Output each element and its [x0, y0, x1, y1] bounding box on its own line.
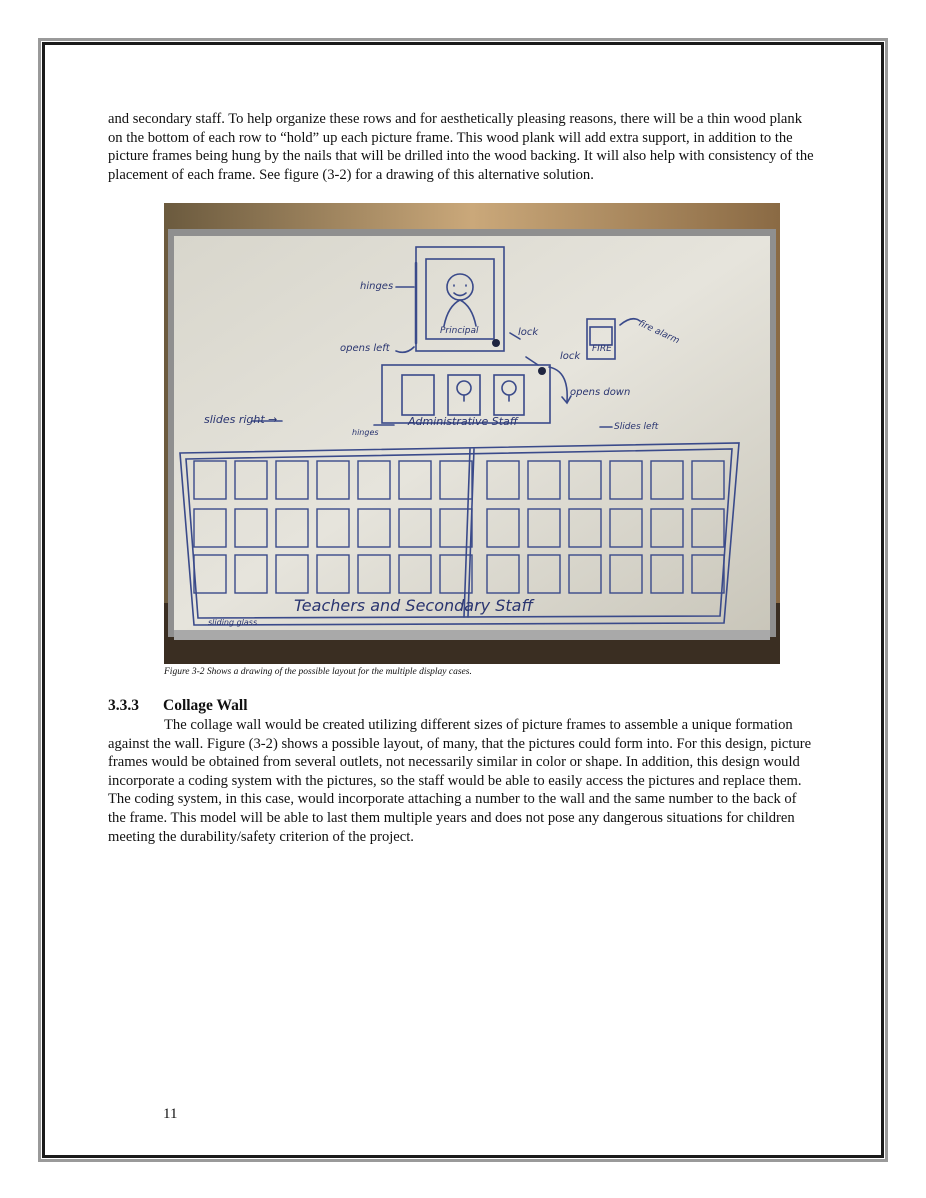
figure-caption: Figure 3-2 Shows a drawing of the possible layout for the multiple display cases. [164, 667, 472, 677]
label-lock-mid: lock [560, 351, 581, 362]
label-fire-alarm: fire alarm [636, 318, 681, 347]
label-opens-down: opens down [570, 387, 631, 398]
label-lock-top: lock [518, 327, 539, 338]
label-opens-left: opens left [340, 343, 390, 354]
section-number: 3.3.3 [108, 697, 139, 714]
label-hinges-top: hinges [360, 281, 394, 292]
body-paragraph-bottom: The collage wall would be created utilizing different sizes of picture frames to assemble a unique formation against the wall. Figure (3-2) shows a possible layout, of many, that the pictures could form into. For this design, picture frames would be obtained from several outlets, not necessarily similar in color or shape. In addition, this design would incorporate a coding system with the pictures, so the staff would be able to easily access the pictures and replace them. The coding system, in this case, would incorporate attaching a number to the wall and the same number to the back of the frame. This model will be able to last them multiple years and does not pose any dangerous situations for children meeting the durability/safety criterion of the project. [108, 717, 812, 845]
figure-whiteboard-photo [164, 203, 780, 664]
section-heading [108, 697, 248, 715]
body-paragraph-top: and secondary staff. To help organize these rows and for aesthetically pleasing reasons, there will be a thin wood plank on the bottom of each row to “hold” up each picture frame. This wood plank will add extra support, in addition to the picture frames being hung by the nails that will be drilled into the wood backing. It will also help with consistency of the placement of each frame. See figure (3-2) for a drawing of this alternative solution. [108, 111, 814, 183]
section-title: Collage Wall [163, 697, 248, 714]
label-sliding-glass: sliding glass [208, 618, 258, 627]
label-fire-box: FIRE [592, 344, 612, 354]
label-slides-left: Slides left [614, 422, 659, 432]
label-admin-staff: Administrative Staff [408, 415, 518, 428]
label-teachers: Teachers and Secondary Staff [294, 596, 534, 615]
label-slides-right: slides right → [204, 413, 278, 426]
label-principal: Principal [440, 326, 479, 336]
page-number: 11 [163, 1106, 178, 1122]
label-hinges-mid: hinges [352, 428, 379, 437]
